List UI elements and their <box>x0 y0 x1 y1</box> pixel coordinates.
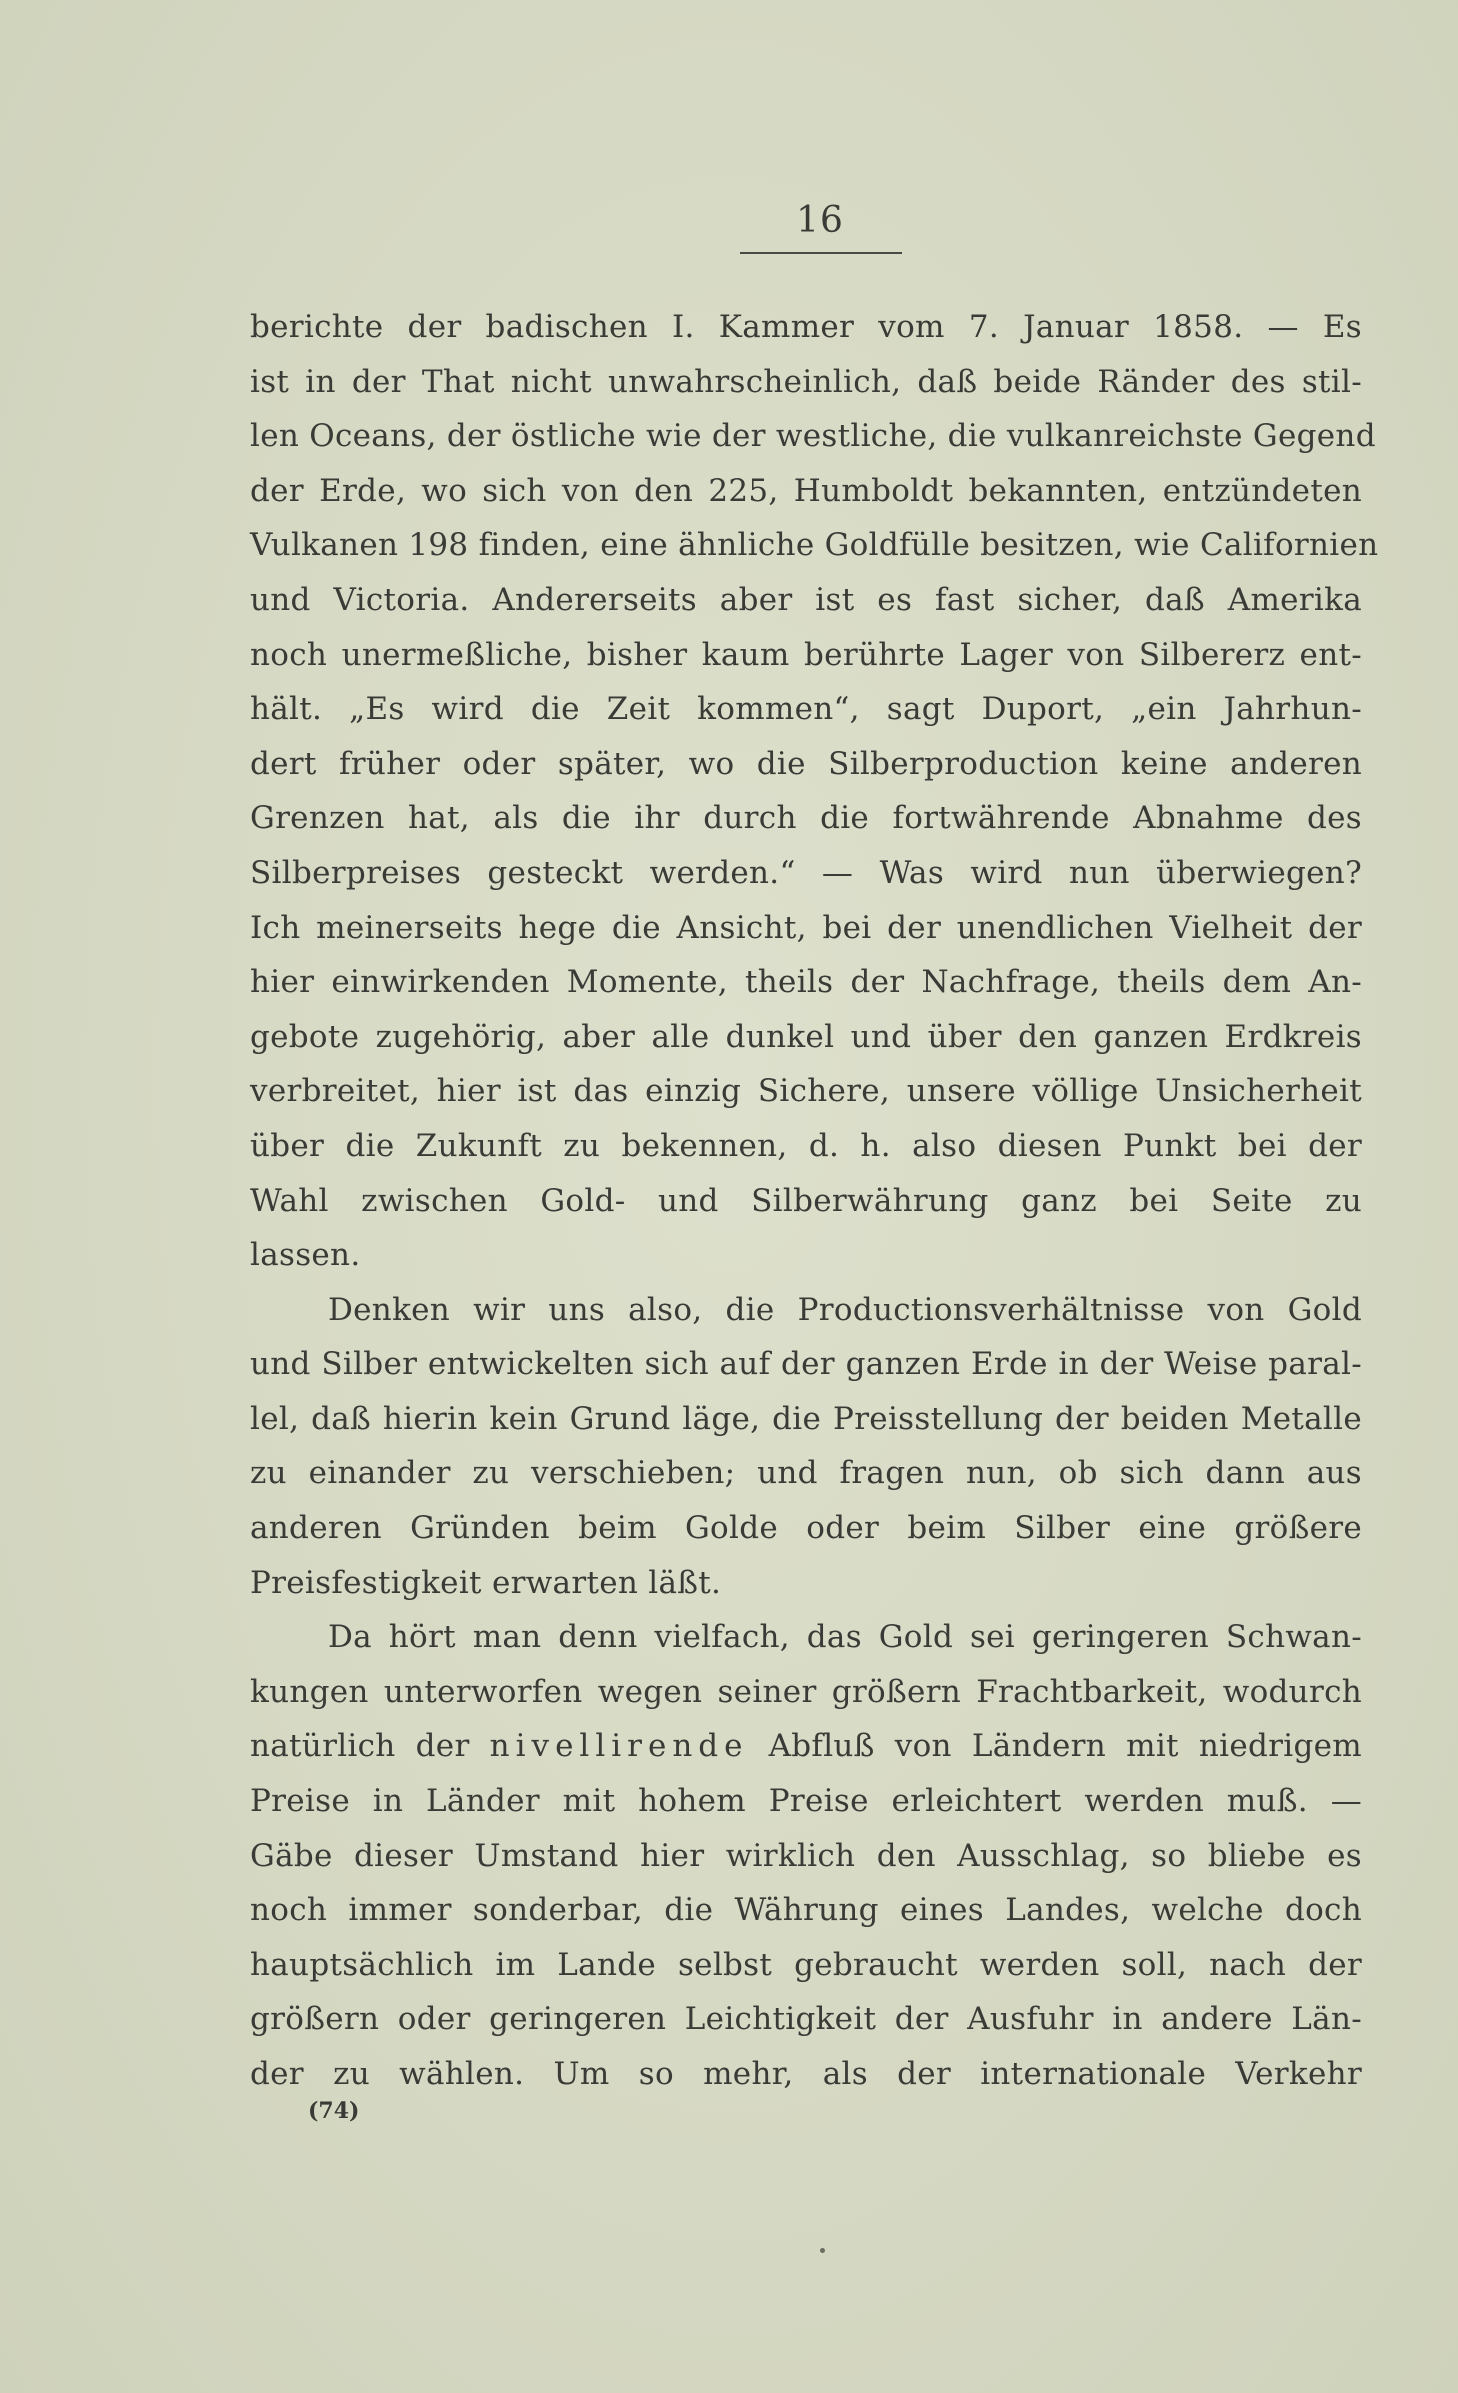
text-line: der Erde, wo sich von den 225, Humboldt bekannten, entzündeten <box>250 472 1362 509</box>
text-line: berichte der badischen I. Kammer vom 7. Januar 1858. — Es <box>250 309 1362 345</box>
text-line: Wahl zwischen Gold- und Silberwährung ganz bei Seite zu <box>250 1182 1362 1219</box>
text-fragment: Abfluß von Ländern mit niedrigem <box>748 1728 1362 1765</box>
text-line: und Victoria. Andererseits aber ist es fast sicher, daß Amerika <box>250 581 1362 618</box>
text-line: hier einwirkenden Momente, theils der Nachfrage, theils dem An- <box>250 964 1362 1001</box>
text-line: lel, daß hierin kein Grund läge, die Preisstellung der beiden Metalle <box>250 1400 1362 1437</box>
page-number: 16 <box>796 200 844 241</box>
text-line: Preisfestigkeit erwarten läßt. <box>250 1564 722 1601</box>
text-line: über die Zukunft zu bekennen, d. h. also diesen Punkt bei der <box>250 1127 1362 1164</box>
text-line: ist in der That nicht unwahrscheinlich, daß beide Ränder des stil- <box>250 363 1362 400</box>
text-line: Da hört man denn vielfach, das Gold sei geringeren Schwan- <box>328 1619 1362 1656</box>
text-line: Ich meinerseits hege die Ansicht, bei der unendlichen Vielheit der <box>250 909 1362 946</box>
body-text <box>250 300 1379 2102</box>
page-number-rule <box>740 252 902 254</box>
text-line: gebote zugehörig, aber alle dunkel und über den ganzen Erdkreis <box>250 1018 1362 1055</box>
text-line: len Oceans, der östliche wie der westliche, die vulkanreichste Gegend <box>250 418 1376 455</box>
text-line: größern oder geringeren Leichtigkeit der Ausfuhr in andere Län- <box>250 2001 1362 2038</box>
text-line: und Silber entwickelten sich auf der ganzen Erde in der Weise paral- <box>250 1346 1362 1383</box>
text-line: hält. „Es wird die Zeit kommen“, sagt Duport, „ein Jahrhun- <box>250 691 1362 728</box>
text-line-spaced <box>250 1719 1362 1774</box>
text-line: Silberpreises gesteckt werden.“ — Was wird nun überwiegen? <box>250 854 1362 891</box>
text-line: anderen Gründen beim Golde oder beim Silber eine größere <box>250 1510 1362 1547</box>
emphasized-word: nivellirende <box>489 1728 749 1765</box>
text-line: Preise in Länder mit hohem Preise erleichtert werden muß. — <box>250 1783 1362 1820</box>
text-line: Gäbe dieser Umstand hier wirklich den Ausschlag, so bliebe es <box>250 1837 1362 1874</box>
text-line: Grenzen hat, als die ihr durch die fortwährende Abnahme des <box>250 800 1362 837</box>
text-line: Vulkanen 198 finden, eine ähnliche Goldfülle besitzen, wie Californien <box>250 527 1379 564</box>
text-fragment: natürlich der <box>250 1728 490 1765</box>
signature-mark: (74) <box>308 2098 360 2124</box>
paper-speck <box>820 2248 825 2253</box>
text-line: verbreitet, hier ist das einzig Sichere, unsere völlige Unsicherheit <box>250 1073 1362 1110</box>
text-line: der zu wählen. Um so mehr, als der internationale Verkehr <box>250 2056 1362 2092</box>
text-line: noch immer sonderbar, die Währung eines Landes, welche doch <box>250 1892 1362 1929</box>
text-line: zu einander zu verschieben; und fragen nun, ob sich dann aus <box>250 1455 1362 1492</box>
text-line: dert früher oder später, wo die Silberproduction keine anderen <box>250 745 1362 782</box>
text-line: Denken wir uns also, die Productionsverhältnisse von Gold <box>328 1291 1362 1328</box>
text-line: lassen. <box>250 1237 361 1274</box>
text-line: noch unermeßliche, bisher kaum berührte Lager von Silbererz ent- <box>250 636 1362 673</box>
text-line: hauptsächlich im Lande selbst gebraucht werden soll, nach der <box>250 1946 1362 1983</box>
text-line: kungen unterworfen wegen seiner größern Frachtbarkeit, wodurch <box>250 1673 1362 1710</box>
